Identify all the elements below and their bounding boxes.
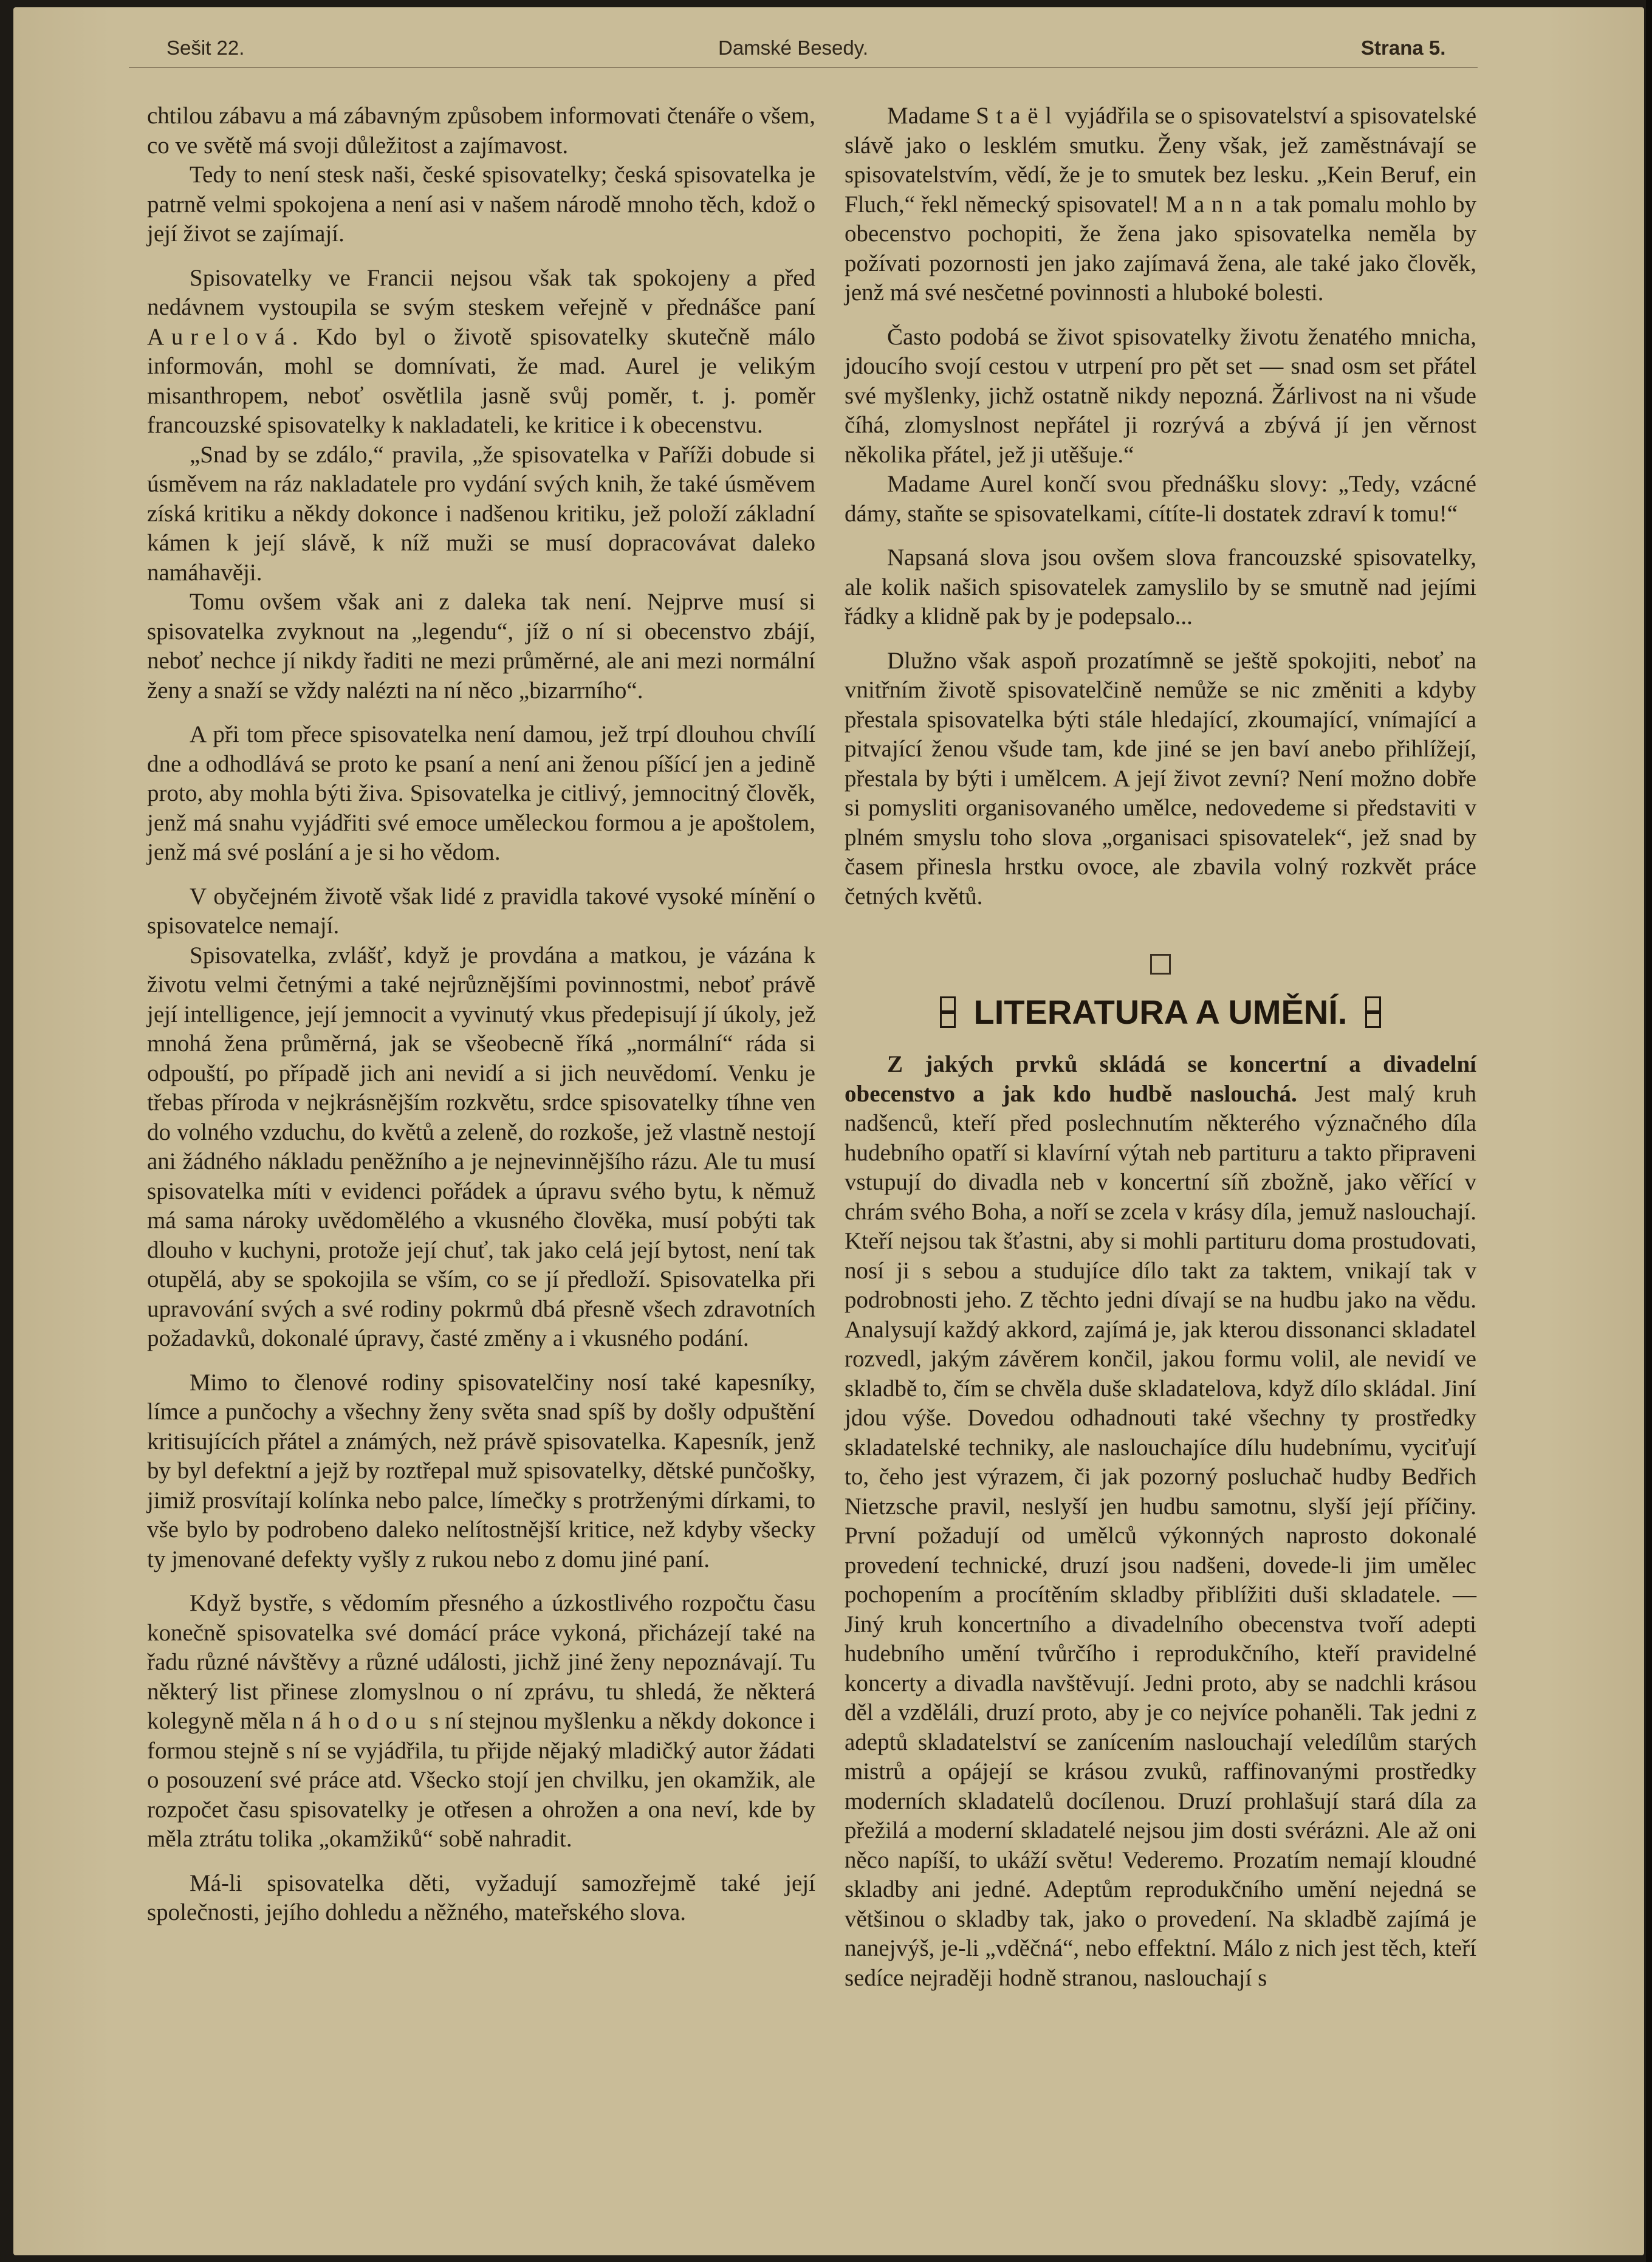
- paragraph: Často podobá se život spisovatelky životu ženatého mnicha, jdoucího svojí cestou v utrpení pro pět set — snad osm set přátel své myšlenky, jichž ostatně nikdy nepozná. Žárlivost na ni všude číhá, zlomyslnost nepřátel ji rozrývá a zbývá jí jen věrnost několika přátel, jež ji utěšuje.“: [845, 323, 1476, 468]
- right-column: [845, 101, 1476, 1993]
- paragraph: Z jakých prvků skládá se koncertní a divadelní obecenstvo a jak kdo hudbě naslouchá. Jest malý kruh nadšenců, kteří před poslechnutím některého význačného díla hudebního opatří si klavírní výtah neb partituru a takto připraveni vstupují do divadla neb v koncertní síň zbožně, jako věřící v chrám svého Boha, a noří se zcela v krásy díla, jemuž naslouchají. Kteří nejsou tak šťastni, aby si mohli partituru doma prostudovati, nosí ji s sebou a studujíce dílo takt za taktem, vnikají tak v podrobnosti jeho. Z těchto jedni dívají se na hudbu jako na vědu. Analysují každý akkord, zajímá je, jak kterou dissonanci skladatel rozvedl, jakým závěrem končil, jakou formu volil, ale nevidí ve skladbě to, čím se chvěla duše skladatelova, když dílo skládal. Jiní jdou výše. Dovedou odhadnouti také všechny ty prostředky skladatelské techniky, ale naslouchajíce dílu hudebnímu, vyciťují to, čeho jest výrazem, či jak pozorný posluchač hudby Bedřich Nietzsche pravil, neslyší jen hudbu samotnu, slyší její příčiny. První požadují od umělců výkonných naprosto dokonalé provedení technické, druzí jsou nadšeni, dovede-li jim umělec pochopením a procítěním skladby přiblížiti duši skladatele. — Jiný kruh koncertního a divadelního obecenstva tvoří adepti hudebního umění tvůrčího i reprodukčního, kteří pravidelné koncerty a divadla navštěvují. Jedni proto, aby se nadchli krásou děl a vzděláli, druzí proto, aby je co nejvíce pohaněli. Tak jedni z adeptů skladatelství se zanícením naslouchají veledílům starých mistrů a opájejí se krásou zvuků, raffinovanými prostředky moderních skladatelů docílenou. Druzí prohlašují stará díla za přežilá a moderní skladatelé nejsou jim dosti svérázni. Ale až oni něco napíší, to ukáží světu! Vederemo. Prozatím nemají kloudné skladby ani jedné. Adeptům reprodukčního umění nejedná se většinou o skladby tak, jako o provedení. Na skladbě zajímá je nanejvýš, je-li „vděčná“, nebo effektní. Málo z nich jest těch, kteří sedíce nejraději hodně stranou, naslouchají s: [845, 1051, 1477, 1991]
- paragraph: Tomu ovšem však ani z daleka tak není. Nejprve musí si spisovatelka zvyknout na „legendu“, jíž o ní si obecenstvo zbájí, neboť nechce jí nikdy řaditi ne mezi průměrné, ale ani mezi normální ženy a snaží se vždy nalézti na ní něco „bizarrního“.: [147, 589, 815, 704]
- paragraph: „Snad by se zdálo,“ pravila, „že spisovatelka v Paříži dobude si úsměvem na ráz nakladatele pro vydání svých knih, že také úsměvem získá kritiku a někdy dokonce i nadšenou kritiku, jež položí základní kámen k její slávě, k níž muži se musí dopracovávat daleko namáhavěji.: [147, 441, 815, 586]
- paragraph: Spisovatelka, zvlášť, když je provdána a matkou, je vázána k životu velmi četnými a také nejrůznějšími povinnostmi, neboť právě její intelligence, její jemnocit a vyvinutý vkus předepisují jí úkoly, jež mnohá žena průměrná, jak se všeobecně říká „normální“ ráda si odpouští, po případě jich ani nevidí a si jich neuvědomí. Venku je třebas příroda v nejkrásnějším rozkvětu, srdce spisovatelky tíhne ven do volného vzduchu, do květů a zeleně, do rozkoše, jež vlastně nestojí ani žádného nákladu peněžního a je nejnevinnějšího rázu. Ale tu musí spisovatelka míti v evidenci pořádek a úpravu svého bytu, k němuž má sama nároky uvědomělého a vkusného člověka, musí pobýti tak dlouho v kuchyni, protože její chuť, tak jako celá její bytost, není tak otupělá, aby se spokojila se vším, co se jí předloží. Spisovatelka při upravování svých a své rodiny pokrmů dbá přesně všech zdravotních požadavků, dokonalé úpravy, časté změny a i vkusného podání.: [147, 942, 815, 1351]
- spaced-word: náhodou: [292, 1708, 423, 1734]
- paragraph: Když bystře, s vědomím přesného a úzkostlivého rozpočtu času konečně spisovatelka své domácí práce vykoná, přicházejí také na řadu různé návštěvy a různé události, jichž jiné ženy nepoznávají. Tu některý list přinese zlomyslnou o ní zprávu, tu shledá, že některá kolegyně měla náhodou s ní stejnou myšlenku a někdy dokonce i formou stejně s ní se vyjádřila, tu přijde nějaký mladičký autor žádati o posouzení své práce atd. Všecko stojí jen chvilku, jen okamžik, ale rozpočet času spisovatelky je otřesen a ohrožen a ona neví, kde by měla ztrátu tolika „okamžiků“ sobě nahradit.: [147, 1590, 816, 1852]
- paragraph: Dlužno však aspoň prozatímně se ještě spokojiti, neboť na vnitřním životě spisovatelčině nemůže se nic změniti a kdyby přestala spisovatelka býti stále hledající, zkoumající, vnímající a pitvající ženou všude tam, kde jiné se jen baví anebo přihlížejí, přestala by býti i umělcem. A její život zevní? Není možno dobře si pomysliti organisovaného umělce, nedovedeme si představiti v plném smyslu toho slova „organisaci spisovatelek“, jež snad by časem přinesla hrstku ovoce, ale zbavila volný rozkvět práce četných květů.: [845, 647, 1476, 910]
- scan-edge: [1646, 0, 1652, 2262]
- paragraph: chtilou zábavu a má zábavným způsobem informovati čtenáře o všem, co ve světě má svoji důležitost a zajímavost.: [147, 103, 815, 159]
- spaced-name: Staël: [976, 103, 1059, 129]
- ornament-icon: [1365, 996, 1381, 1028]
- paragraph: Madame Staël vyjádřila se o spisovatelství a spisovatelské slávě jako o lesklém smutku. Ženy však, jež zaměstnávají se spisovatelstvím, vědí, že je to smutek bez lesku. „Kein Beruf, ein Fluch,“ řekl německý spisovatel! Mann a tak pomalu mohlo by obecenstvo pochopiti, že žena jako spisovatelka neměla by požívati pozornosti jen jako zajímavá žena, ale také jako člověk, jenž má své nesčetné povinnosti a hluboké bolesti.: [845, 103, 1477, 306]
- spaced-name: Aurelová: [147, 323, 292, 350]
- paragraph: Má-li spisovatelka děti, vyžadují samozřejmě také její společnosti, jejího dohledu a něžného, mateřského slova.: [147, 1870, 815, 1925]
- paragraph: Napsaná slova jsou ovšem slova francouzské spisovatelky, ale kolik našich spisovatelek zamyslilo by se smutně nad jejími řádky a klidně pak by je podepsalo...: [845, 544, 1476, 629]
- ornament-icon: [940, 996, 956, 1028]
- publication-title: Damské Besedy.: [718, 36, 868, 59]
- issue-number: Sešit 22.: [166, 36, 245, 59]
- paragraph: Mimo to členové rodiny spisovatelčiny nosí také kapesníky, límce a punčochy a všechny ženy světa snad spíš by došly odpuštění kritisujících přátel a známých, než právě spisovatelka. Kapesník, jenž by byl defektní a jejž by roztřepal muž spisovatelky, dětské punčošky, jimiž prosvítají kolínka nebo palce, límečky s protrženými dírkami, to vše bylo by podrobeno daleko nelítostnější kritice, než kdyby všecky ty jmenované defekty vyšly z rukou nebo z domu jiné paní.: [147, 1369, 815, 1572]
- paragraph: Spisovatelky ve Francii nejsou však tak spokojeny a před nedávnem vystoupila se svým steskem veřejně v přednášce paní Aurelová. Kdo byl o životě spisovatelky skutečně málo informován, mohl se domnívati, že mad. Aurel je velikým misanthropem, neboť osvětlila jasně svůj poměr, t. j. poměr francouzské spisovatelky k nakladateli, ke kritice i k obecenstvu.: [147, 264, 815, 438]
- paragraph: V obyčejném životě však lidé z pravidla takové vysoké mínění o spisovatelce nemají.: [147, 883, 815, 939]
- left-column: [147, 101, 815, 1928]
- header-rule: [129, 67, 1478, 68]
- page-number: Strana 5.: [1361, 36, 1446, 59]
- paragraph: Tedy to není stesk naši, české spisovatelky; česká spisovatelka je patrně velmi spokojena a není asi v našem národě mnoho těch, kdož o její život se zajímají.: [147, 162, 815, 247]
- section-heading: [845, 993, 1476, 1032]
- section-divider-icon: [1150, 954, 1171, 975]
- paragraph: A při tom přece spisovatelka není damou, jež trpí dlouhou chvílí dne a odhodlává se proto ke psaní a není ani ženou píšící jen a jedině proto, aby mohla býti živa. Spisovatelka je citlivý, jemnocitný člověk, jenž má snahu vyjádřiti své emoce uměleckou formou a je apoštolem, jenž má své poslání a je si ho vědom.: [147, 721, 815, 865]
- section-heading-text: LITERATURA A UMĚNÍ.: [973, 993, 1348, 1031]
- newspaper-page: [13, 7, 1644, 2255]
- paragraph: Madame Aurel končí svou přednášku slovy: „Tedy, vzácné dámy, staňte se spisovatelkami, cítíte-li dostatek zdraví k tomu!“: [845, 471, 1476, 527]
- spaced-name: Mann: [1165, 191, 1250, 218]
- lead-in-bold: Z jakých prvků skládá se koncertní a divadelní obecenstvo a jak kdo hudbě naslouchá.: [845, 1051, 1476, 1107]
